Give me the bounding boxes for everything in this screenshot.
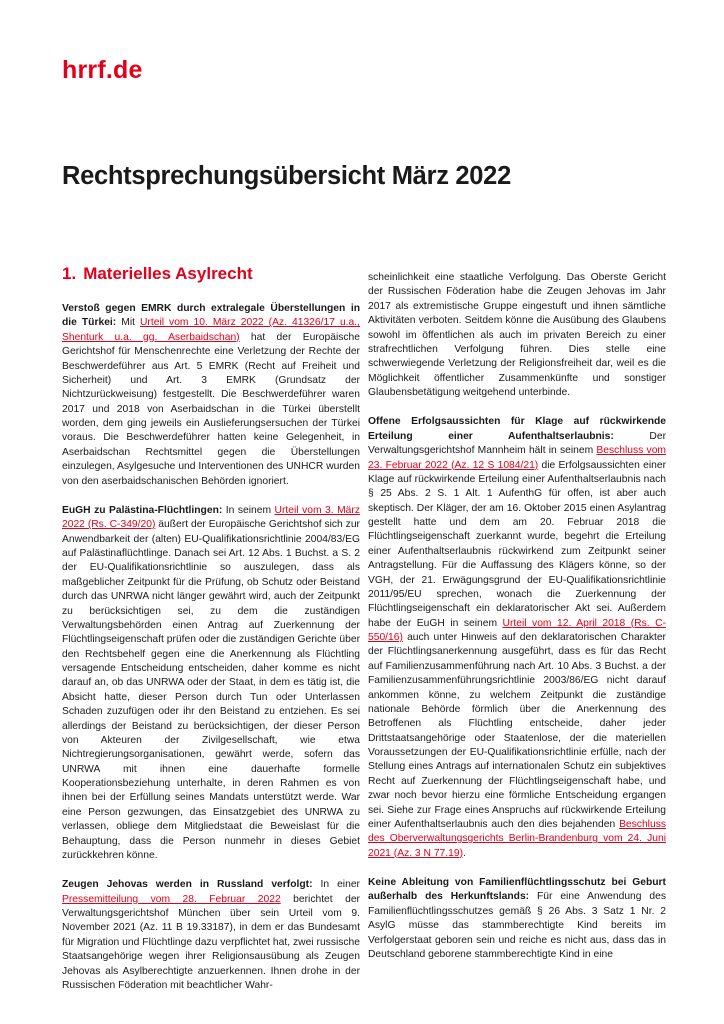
article-emrk-tuerkei bbox=[62, 302, 360, 489]
section-number: 1. bbox=[62, 264, 77, 283]
article-continuation bbox=[368, 271, 666, 400]
section-title: Materielles Asylrecht bbox=[83, 264, 253, 283]
article-lead: Offene Erfolgsaussichten für Klage auf rückwirkende Erteilung einer Aufenthaltserlaubnis: bbox=[368, 416, 666, 442]
article-text: berichtet der Verwaltungsgerichtshof München über sein Urteil vom 9. November 2021 (Az. 11 B 19.33187), in dem er das Bundesamt für Migration und Flüchtlinge dazu verpflichtet hat, zwei russische Staatsangehörige wegen ihrer Religionsausübung als Zeugen Jehovas als Asylberechtigte anzuerkennen. Ihnen drohe in der Russischen Föderation mit beachtlicher Wahr- bbox=[62, 893, 360, 991]
right-column bbox=[368, 271, 666, 977]
article-aufenthaltserlaubnis bbox=[368, 415, 666, 861]
article-text: In einer bbox=[312, 879, 360, 891]
ruling-link[interactable]: Urteil vom 10. März 2022 (Az. 41326/17 u.a., Shenturk u.a. gg. Aserbaidschan) bbox=[62, 317, 360, 343]
ruling-link[interactable]: Beschluss des Oberverwaltungsgerichts Berlin-Brandenburg vom 24. Juni 2021 (Az. 3 N 77.19) bbox=[368, 818, 666, 859]
press-release-link[interactable]: Pressemitteilung vom 28. Februar 2022 bbox=[62, 893, 281, 905]
left-column bbox=[62, 264, 360, 1008]
page-title: Rechtsprechungsübersicht März 2022 bbox=[62, 162, 511, 190]
article-lead: Zeugen Jehovas werden in Russland verfolgt: bbox=[62, 879, 313, 891]
article-eugh-palaestina bbox=[62, 504, 360, 863]
article-text: scheinlichkeit eine staatliche Verfolgung. Das Oberste Gericht der Russischen Föderation habe die Zeugen Jehovas im Jahr 2017 als extremistische Gruppe eingestuft und ihnen sämtliche Aktivitäten verboten. Seitdem könne die Ausübung des Glaubens sowohl im öffentlichen als auch im privaten Bereich zu einer strafrechtlichen Verfolgung führen. Dies stelle eine schwerwiegende Verletzung der Religionsfreiheit dar, weil es die Möglichkeit öffentlicher Zusammenkünfte und sonstiger Glaubensbetätigung weitgehend unterbinde. bbox=[368, 272, 666, 398]
section-heading bbox=[62, 264, 360, 284]
ruling-link[interactable]: Beschluss vom 23. Februar 2022 (Az. 12 S 1084/21) bbox=[368, 445, 666, 471]
article-text: Für eine Anwendung des Familienflüchtlingsschutzes gemäß § 26 Abs. 3 Satz 1 Nr. 2 AsylG müsse das stammberechtigte Kind bereits im Verfolgerstaat geboren sein und reiche es nicht aus, dass das in Deutschland geborene stammberechtigte Kind in eine bbox=[368, 891, 666, 960]
article-text: auch unter Hinweis auf den deklaratorischen Charakter der Flüchtlingsanerkennung ausgeführt, dass es für das Recht auf Familienzusammenführung nach Art. 10 Abs. 3 Buchst. a der Familienzusammenführungsrichtlinie 2003/86/EG nicht darauf ankommen könne, zu welchem Zeitpunkt die zuständige nationale Behörde förmlich über die Anerkennung des Betroffenen als Flüchtling entscheide, daher jeder Drittstaatsangehörige oder Staatenlose, der die materiellen Voraussetzungen der EU-Qualifikationsrichtlinie erfülle, nach der Stellung eines Antrags auf internationalen Schutz ein subjektives Recht auf Zuerkennung der Flüchtlingseigenschaft habe, und zwar noch bevor hierzu eine förmliche Entscheidung ergangen sei. Siehe zur Frage eines Anspruchs auf rückwirkende Erteilung einer Aufenthaltserlaubnis auch den dies bejahenden bbox=[368, 632, 666, 830]
article-text: hat der Europäische Gerichtshof für Menschenrechte eine Verletzung der Rechte der Beschwerdeführer aus Art. 5 EMRK (Recht auf Freiheit und Sicherheit) und Art. 3 EMRK (Grundsatz der Nichtzurückweisung) festgestellt. Die Beschwerdeführer waren 2017 und 2018 von Aserbaidschan in die Türkei überstellt worden, dem ging jeweils ein Auslieferungsersuchen der Türkei voraus. Die Beschwerdeführer hatten keine Gelegenheit, in Aserbaidschan Rechtsmittel gegen die Überstellungen einzulegen, Asylgesuche und Interventionen des UNHCR wurden von den aserbaidschanischen Behörden ignoriert. bbox=[62, 331, 360, 487]
article-text: . bbox=[463, 847, 466, 859]
ruling-link[interactable]: Urteil vom 12. April 2018 (Rs. C-550/16) bbox=[368, 617, 666, 643]
article-zeugen-jehovas bbox=[62, 878, 360, 993]
article-familienfluechtlingsschutz bbox=[368, 876, 666, 962]
article-lead: EuGH zu Palästina-Flüchtlingen: bbox=[62, 504, 223, 516]
article-text: äußert der Europäische Gerichtshof sich zur Anwendbarkeit der (alten) EU-Qualifikationsrichtlinie 2004/83/EG auf Palästinaflüchtlinge. Danach sei Art. 12 Abs. 1 Buchst. a S. 2 der EU-Qualifikationsrichtlinie so auszulegen, dass als maßgeblicher Zeitpunkt für die Prüfung, ob Schutz oder Beistand durch das UNRWA nicht länger gewährt wird, auch der Zeitpunkt zu berücksichtigen sei, zu dem die zuständigen Verwaltungsbehörden einen Antrag auf Zuerkennung der Flüchtlingseigenschaft prüfen oder die zuständigen Gerichte über den Rechtsbehelf gegen eine die Anerkennung als Flüchtling versagende Entscheidung entscheiden, daher komme es nicht darauf an, ob das UNRWA oder der Staat, in dem es tätig ist, die Absicht hatte, dieser Person durch Tun oder Unterlassen Schaden zuzufügen oder ihr den Beistand zu entziehen. Es sei allerdings der Beistand zu berücksichtigen, der dieser Person von Akteuren der Zivilgesellschaft, wie etwa Nichtregierungsorganisationen, gewährt werde, sofern das UNRWA mit ihnen eine dauerhafte formelle Kooperationsbeziehung unterhalte, in deren Rahmen es von ihnen bei der Erfüllung seines Mandats unterstützt werde. War eine Person gezwungen, das Einsatzgebiet des UNRWA zu verlassen, obliege dem Mitgliedstaat die Beweislast für die Behauptung, dass die Person nunmehr in dieses Gebiet zurückkehren könne. bbox=[62, 519, 360, 861]
ruling-link[interactable]: Urteil vom 3. März 2022 (Rs. C-349/20) bbox=[62, 504, 360, 531]
article-text: Mit bbox=[116, 317, 140, 329]
article-text: Der Verwaltungsgerichtshof Mannheim hält in seinem bbox=[368, 430, 667, 457]
site-logo[interactable]: hrrf.de bbox=[62, 56, 143, 84]
article-lead: Verstoß gegen EMRK durch extralegale Überstellungen in die Türkei: bbox=[62, 303, 360, 329]
article-text: die Erfolgsaussichten einer Klage auf rückwirkende Erteilung einer Aufenthaltserlaubnis nach § 25 Abs. 2 S. 1 Alt. 1 AufenthG für offen, ist aber auch skeptisch. Der Kläger, der am 16. Oktober 2015 einen Asylantrag gestellt hatte und dem am 20. Februar 2018 die Flüchtlingseigenschaft zuerkannt wurde, begehrt die Erteilung einer Aufenthaltserlaubnis rückwirkend zum Zeitpunkt seiner Antragstellung. Für die Auffassung des Klägers könne, so der VGH, der 21. Erwägungsgrund der EU-Qualifikationsrichtlinie 2011/95/EU sprechen, wonach die Zuerkennung der Flüchtlingseigenschaft ein deklaratorischer Akt sei. Außerdem habe der EuGH in seinem bbox=[368, 459, 667, 629]
article-text: In seinem bbox=[222, 504, 275, 516]
article-lead: Keine Ableitung von Familienflüchtlingsschutz bei Geburt außerhalb des Herkunftslands: bbox=[368, 877, 666, 903]
